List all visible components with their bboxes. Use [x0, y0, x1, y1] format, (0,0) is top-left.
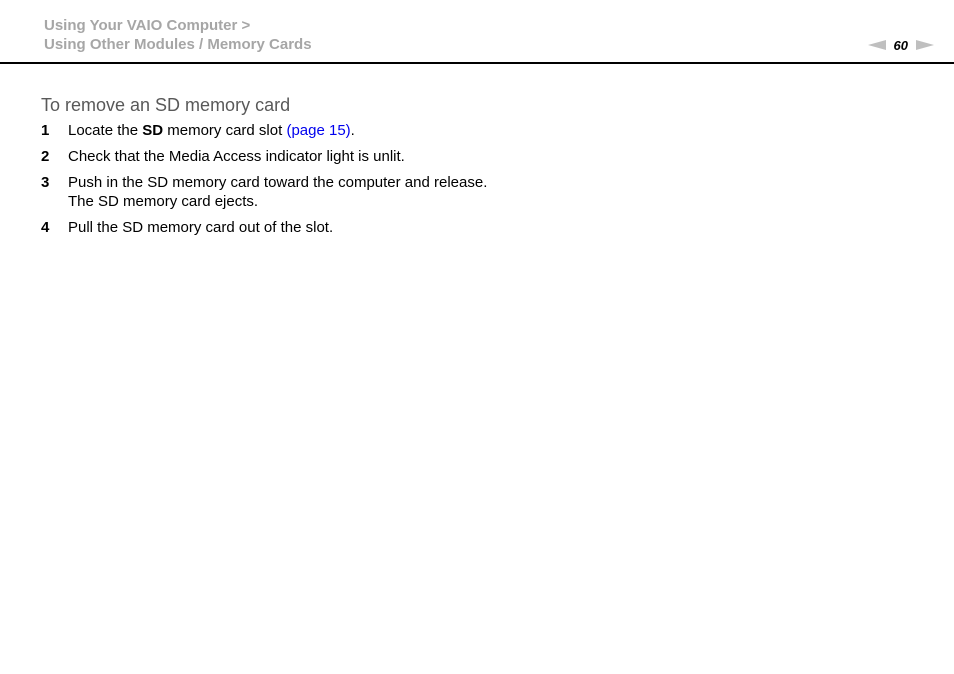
step-item: [41, 121, 921, 140]
page-navigation: [868, 36, 934, 54]
step-text-line: The SD memory card ejects.: [68, 193, 259, 210]
page-link[interactable]: (page 15): [286, 122, 351, 139]
step-item: [41, 173, 921, 211]
step-text-line: Push in the SD memory card toward the computer and release.: [68, 174, 488, 191]
step-text: [68, 173, 921, 211]
page-number: 60: [893, 37, 908, 53]
step-text: Check that the Media Access indicator light is unlit.: [68, 148, 405, 165]
breadcrumb-section[interactable]: Using Other Modules / Memory Cards: [44, 36, 312, 53]
step-text-bold: SD: [142, 122, 164, 139]
header-divider: [0, 62, 954, 64]
previous-page-icon[interactable]: [868, 40, 886, 50]
step-item: [41, 218, 921, 237]
step-number: 3: [41, 174, 50, 191]
step-text: Pull the SD memory card out of the slot.: [68, 219, 334, 236]
page-header: [0, 0, 954, 64]
step-text-part: Locate the: [68, 122, 143, 139]
next-page-icon[interactable]: [916, 40, 934, 50]
breadcrumb-chapter[interactable]: Using Your VAIO Computer >: [44, 17, 251, 34]
breadcrumb: [44, 16, 312, 54]
step-item: [41, 147, 921, 166]
main-content: [41, 93, 921, 244]
step-text-part: .: [350, 122, 355, 139]
step-text-part: memory card slot: [163, 122, 287, 139]
step-number: 2: [41, 148, 50, 165]
step-number: 4: [41, 219, 50, 236]
step-number: 1: [41, 122, 50, 139]
steps-list: [41, 121, 921, 237]
section-title: To remove an SD memory card: [41, 95, 291, 115]
step-text: [68, 121, 921, 140]
